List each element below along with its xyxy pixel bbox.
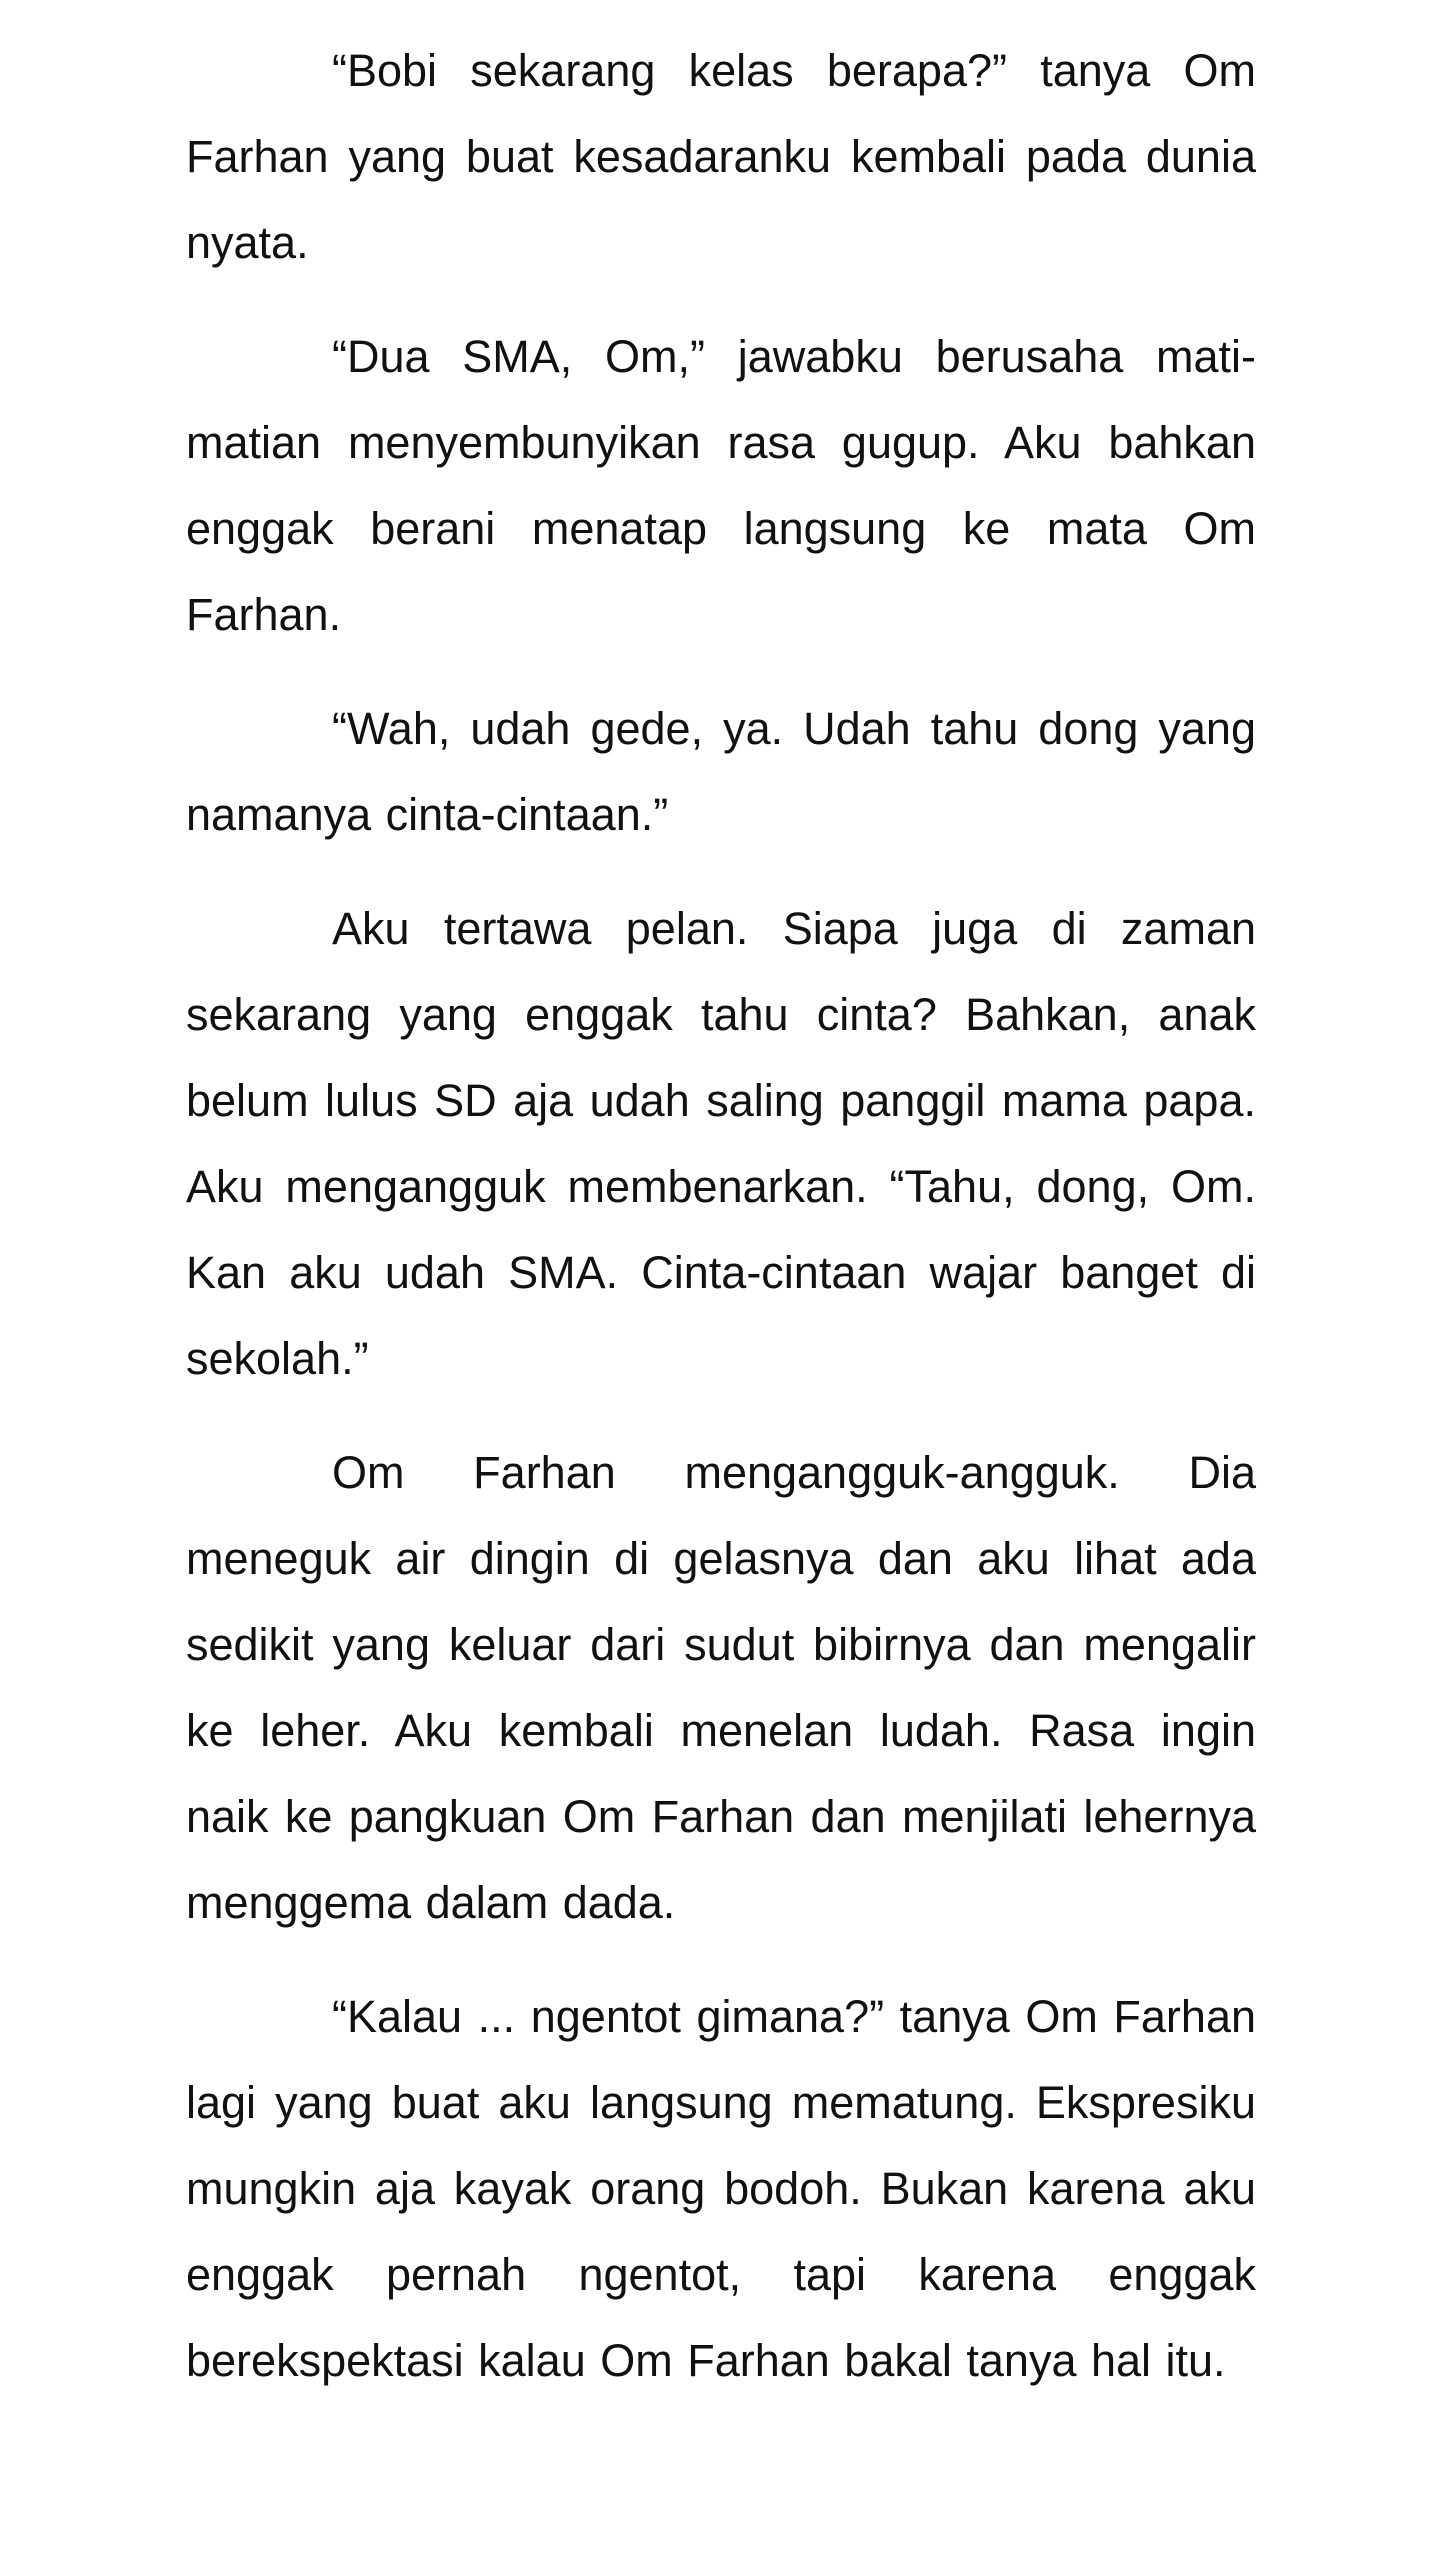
- paragraph-3: “Wah, udah gede, ya. Udah tahu dong yang namanya cinta-cintaan.”: [186, 703, 1256, 840]
- paragraph-6: “Kalau ... ngentot gimana?” tanya Om Farhan lagi yang buat aku langsung mematung. Ekspresiku mungkin aja kayak orang bodoh. Bukan karena aku enggak pernah ngentot, tapi karena enggak berekspektasi kalau Om Farhan bakal tanya hal itu.: [186, 1991, 1256, 2386]
- document-page: [186, 28, 1256, 2404]
- paragraph-2: “Dua SMA, Om,” jawabku berusaha mati-matian menyembunyikan rasa gugup. Aku bahkan enggak berani menatap langsung ke mata Om Farhan.: [186, 331, 1256, 640]
- paragraph-1: “Bobi sekarang kelas berapa?” tanya Om Farhan yang buat kesadaranku kembali pada dunia nyata.: [186, 45, 1256, 268]
- paragraph-4: Aku tertawa pelan. Siapa juga di zaman sekarang yang enggak tahu cinta? Bahkan, anak belum lulus SD aja udah saling panggil mama papa. Aku mengangguk membenarkan. “Tahu, dong, Om. Kan aku udah SMA. Cinta-cintaan wajar banget di sekolah.”: [186, 903, 1256, 1384]
- paragraph-5: Om Farhan mengangguk-angguk. Dia meneguk air dingin di gelasnya dan aku lihat ada sedikit yang keluar dari sudut bibirnya dan mengalir ke leher. Aku kembali menelan ludah. Rasa ingin naik ke pangkuan Om Farhan dan menjilati lehernya menggema dalam dada.: [186, 1447, 1256, 1928]
